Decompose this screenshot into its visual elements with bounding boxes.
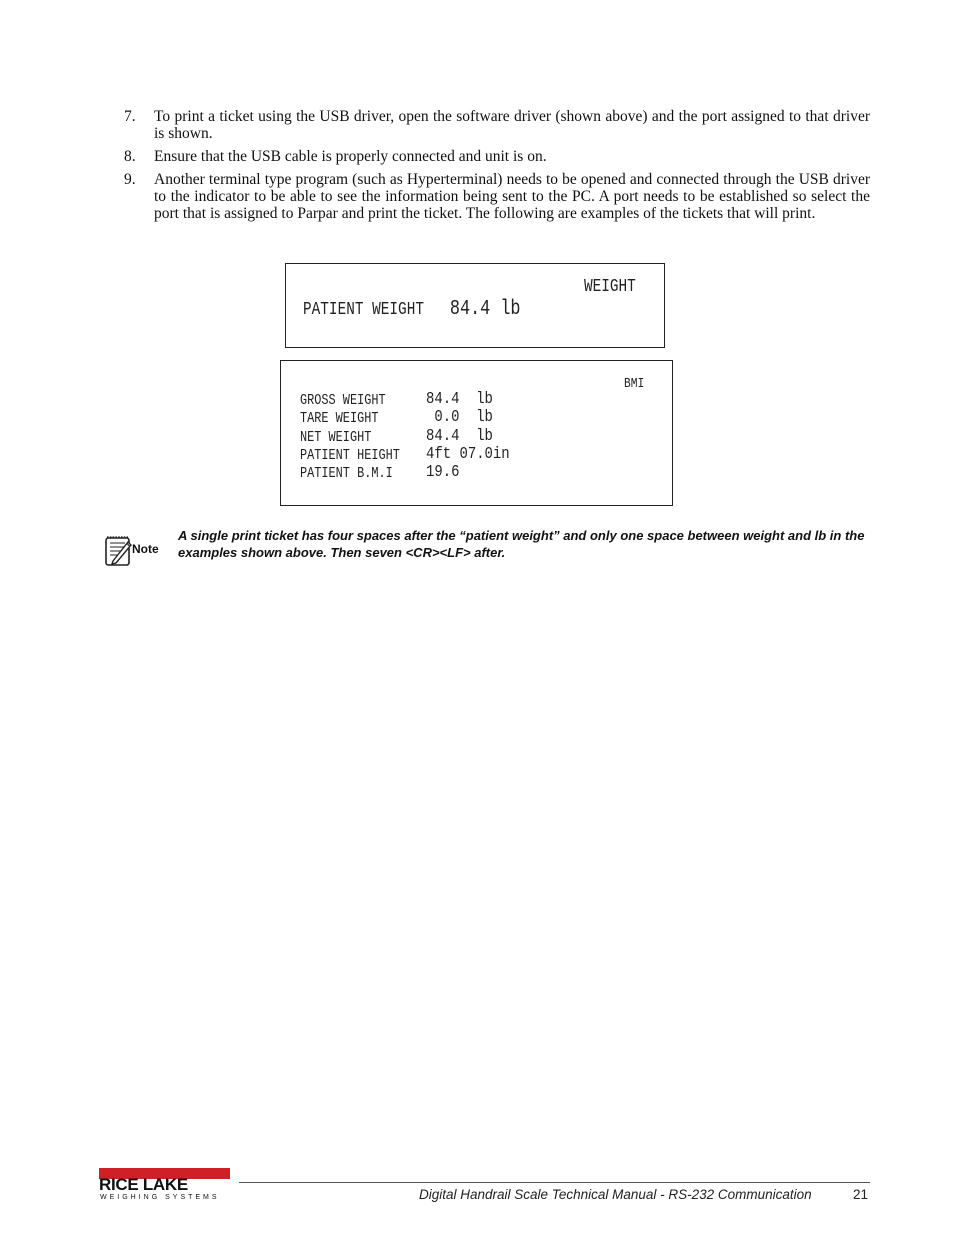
steps-list	[124, 108, 870, 228]
step-text: To print a ticket using the USB driver, open the software driver (shown above) and the port assigned to that driver is shown.	[154, 108, 870, 142]
logo-subtitle: WEIGHING SYSTEMS	[100, 1194, 220, 1201]
footer-rule	[239, 1182, 870, 1183]
notepad-icon	[104, 533, 164, 567]
ticket-row-label: PATIENT HEIGHT	[300, 447, 400, 464]
note-text: A single print ticket has four spaces after the “patient weight” and only one space between weight and lb in the examples shown above. Then seven <CR><LF> after.	[178, 528, 865, 560]
weight-ticket	[285, 263, 665, 348]
step-number: 9.	[124, 171, 136, 188]
ticket-row-label: GROSS WEIGHT	[300, 393, 386, 409]
footer-title: Digital Handrail Scale Technical Manual - RS-232 Communication	[419, 1187, 812, 1202]
ticket-row-label: NET WEIGHT	[300, 429, 372, 446]
step-number: 7.	[124, 108, 136, 125]
step-number: 8.	[124, 148, 136, 165]
rice-lake-logo	[99, 1168, 233, 1204]
bmi-ticket	[280, 360, 673, 506]
patient-weight-value: 84.4 lb	[449, 298, 521, 321]
ticket-row-value: 84.4 lb	[426, 426, 493, 446]
weight-ticket-line	[303, 298, 520, 321]
note-icon	[104, 533, 164, 567]
ticket-row-value: 84.4 lb	[426, 390, 493, 409]
page-number: 21	[852, 1187, 868, 1202]
step-text: Another terminal type program (such as Hyperterminal) needs to be opened and connected through the USB driver to the indicator to be able to see the information being sent to the PC. A port needs to be established so select the port that is assigned to Parpar and print the ticket. The following are examples of the tickets that will print.	[154, 171, 870, 222]
ticket-row-value: 4ft 07.0in	[426, 444, 510, 464]
note-label: Note	[132, 542, 159, 556]
bmi-ticket-header: BMI	[623, 376, 644, 392]
ticket-row-value: 0.0 lb	[426, 408, 493, 428]
step-item	[124, 171, 870, 222]
step-item	[124, 148, 870, 165]
ticket-row-label: PATIENT B.M.I	[300, 466, 393, 483]
ticket-row-label: TARE WEIGHT	[300, 411, 379, 428]
logo-name: RICE LAKE	[99, 1175, 188, 1194]
patient-weight-label: PATIENT WEIGHT	[303, 300, 424, 320]
weight-ticket-header: WEIGHT	[584, 277, 636, 297]
ticket-row-value: 19.6	[426, 463, 460, 483]
step-text: Ensure that the USB cable is properly connected and unit is on.	[154, 148, 547, 165]
step-item	[124, 108, 870, 142]
